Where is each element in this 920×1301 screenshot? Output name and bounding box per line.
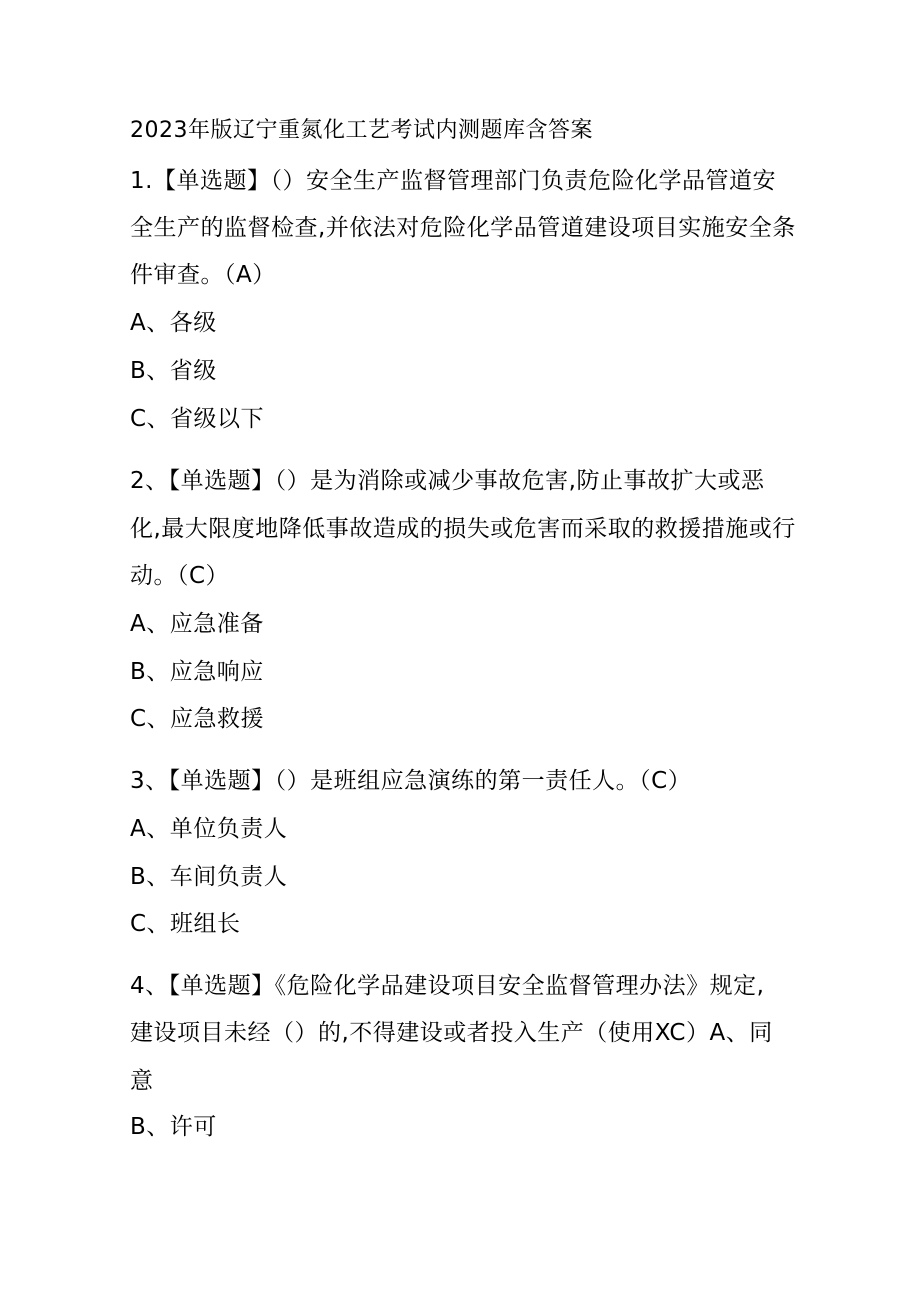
question-2-option-b: B、应急响应 xyxy=(130,659,264,685)
question-1-line-3: 件审查。（A） xyxy=(130,262,276,288)
question-2-line-2: 化,最大限度地降低事故造成的损失或危害而采取的救援措施或行 xyxy=(130,516,796,542)
question-2-option-a: A、应急准备 xyxy=(130,611,264,637)
question-1-option-b: B、省级 xyxy=(130,358,217,384)
question-1-option-a: A、各级 xyxy=(130,310,217,336)
question-1-option-c: C、省级以下 xyxy=(130,406,265,432)
question-1-line-1: 1.【单选题】（）安全生产监督管理部门负责危险化学品管道安 xyxy=(130,168,776,194)
question-3-option-c: C、班组长 xyxy=(130,911,241,937)
question-4-line-1: 4、【单选题】《危险化学品建设项目安全监督管理办法》规定, xyxy=(130,973,765,999)
question-1-line-2: 全生产的监督检查,并依法对危险化学品管道建设项目实施安全条 xyxy=(130,215,796,241)
question-4-line-2: 建设项目未经（）的,不得建设或者投入生产（使用XC）A、同 xyxy=(130,1020,773,1046)
question-2-option-c: C、应急救援 xyxy=(130,706,265,732)
question-4-option-b: B、许可 xyxy=(130,1114,217,1140)
question-2-line-3: 动。（C） xyxy=(130,563,230,589)
question-2-line-1: 2、【单选题】（）是为消除或减少事故危害,防止事故扩大或恶 xyxy=(130,468,765,494)
question-3-line-1: 3、【单选题】（）是班组应急演练的第一责任人。（C） xyxy=(130,768,692,794)
document-title: 2023年版辽宁重氮化工艺考试内测题库含答案 xyxy=(130,118,593,143)
question-3-option-b: B、车间负责人 xyxy=(130,864,288,890)
question-3-option-a: A、单位负责人 xyxy=(130,816,288,842)
question-4-line-3: 意 xyxy=(130,1068,154,1094)
